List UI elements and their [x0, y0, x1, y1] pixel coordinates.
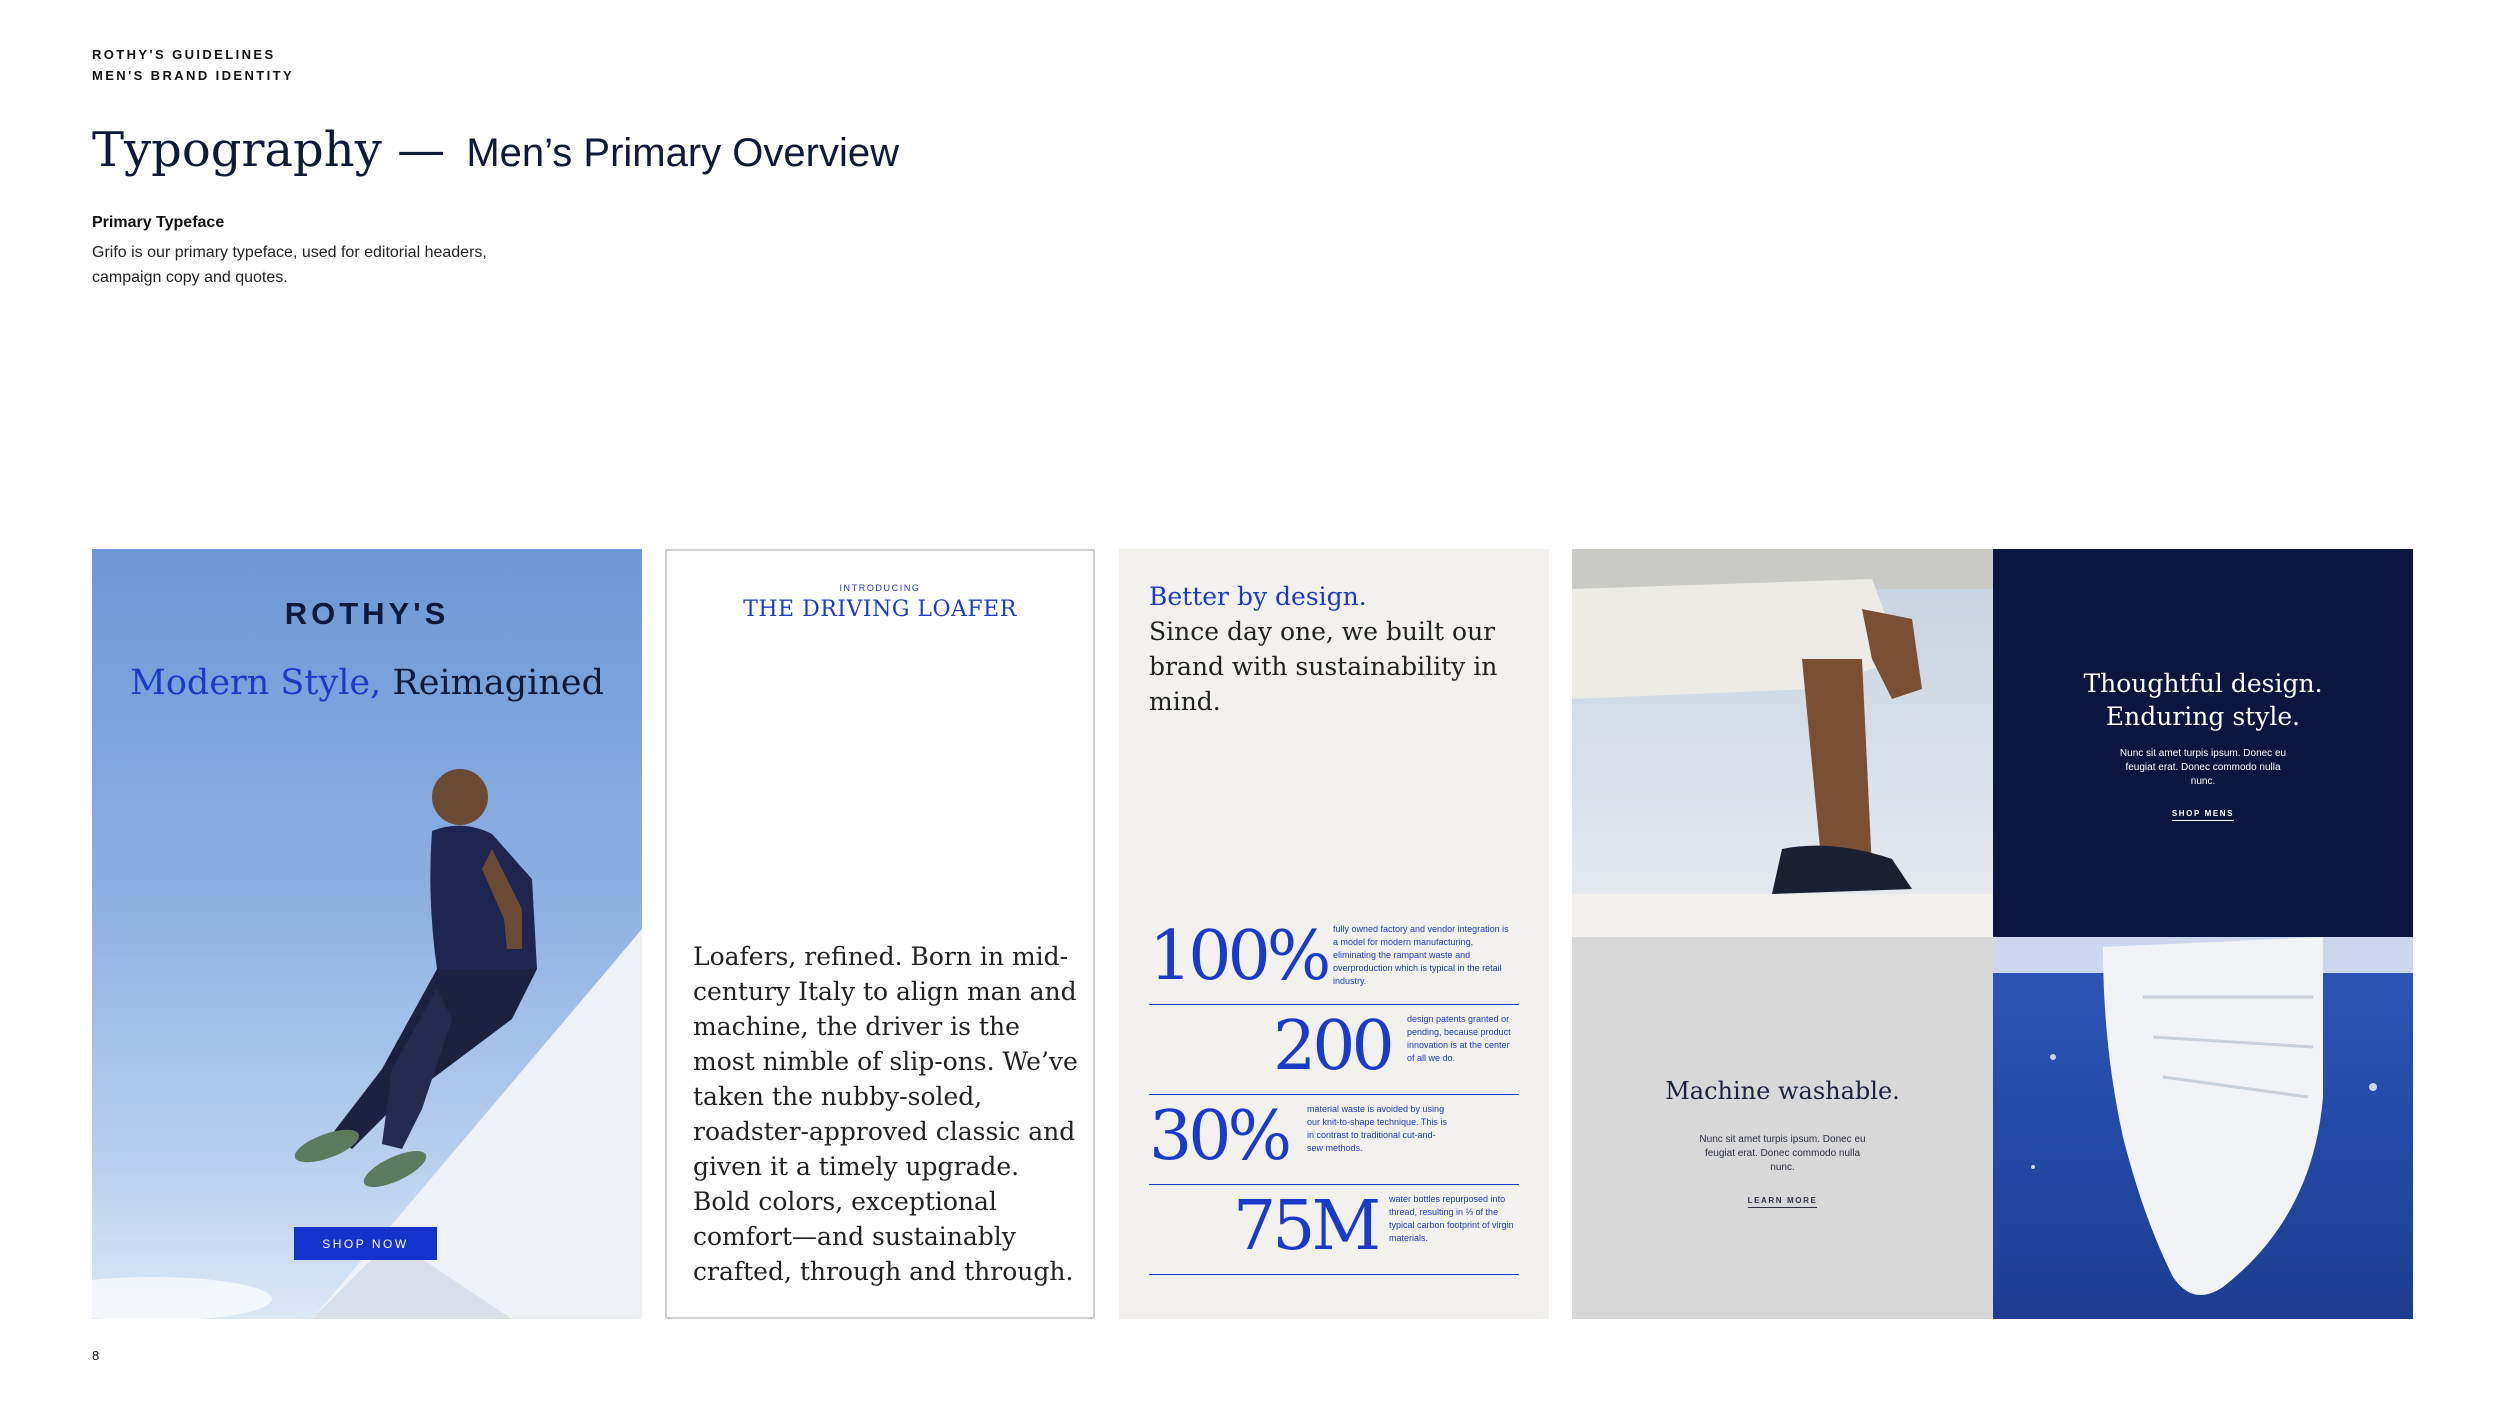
stat-value: 100%	[1149, 917, 1328, 996]
shop-mens-label: SHOP MENS	[2172, 809, 2234, 821]
eyebrow-guidelines: ROTHY'S GUIDELINES	[92, 47, 276, 62]
navy-body: Nunc sit amet turpis ipsum. Donec eu feugiat erat. Donec commodo nulla nunc.	[2119, 748, 2287, 787]
hero-card	[92, 549, 642, 1319]
hand	[1862, 609, 1922, 699]
typeface-description: Grifo is our primary typeface, used for editorial headers, campaign copy and quotes.	[92, 244, 487, 286]
grey-headline: Machine washable.	[1665, 1077, 1900, 1105]
stat-row	[1149, 1005, 1519, 1095]
water-photo	[1993, 937, 2413, 1319]
hero-headline	[92, 663, 642, 703]
ledge	[1572, 894, 1993, 937]
loafer-eyebrow: INTRODUCING	[839, 583, 921, 593]
learn-more-label: LEARN MORE	[1748, 1196, 1818, 1208]
page-title-main: Typography —	[92, 122, 446, 178]
legs-illustration	[1572, 549, 1993, 937]
hero-headline-accent: Modern Style,	[130, 663, 382, 703]
stat-value: 30%	[1149, 1097, 1289, 1176]
stat-text: design patents granted or pending, because product innovation is at the center of all we do.	[1407, 1014, 1511, 1063]
bubble	[2050, 1054, 2056, 1060]
stat-text: water bottles repurposed into thread, resulting in ⅓ of the typical carbon footprint of virgin materials.	[1389, 1194, 1514, 1243]
typeface-heading: Primary Typeface	[92, 214, 225, 231]
stats-card	[1119, 549, 1549, 1319]
loafer-body: Loafers, refined. Born in mid-century Italy to align man and machine, the driver is the most nimble of slip-ons. We’ve taken the nubby-soled, roadster-approved classic and given it a timely upgrade. Bold colors, exceptional comfort—and sustainably crafted, through and through.	[693, 942, 1078, 1286]
stat-value: 75M	[1233, 1187, 1378, 1266]
navy-headline: Thoughtful design. Enduring style.	[2083, 669, 2323, 731]
shop-now-button[interactable]: SHOP NOW	[294, 1227, 437, 1260]
stat-text: material waste is avoided by using our knit-to-shape technique. This is in contrast to traditional cut-and-sew methods.	[1307, 1104, 1447, 1153]
page-number: 8	[92, 1348, 100, 1363]
stat-row	[1149, 1095, 1519, 1185]
bubble	[2031, 1165, 2035, 1169]
cloud	[92, 1277, 272, 1319]
learn-more-link[interactable]	[1572, 1196, 1993, 1205]
stats-intro	[1149, 579, 1529, 719]
page-title-sub: Men’s Primary Overview	[466, 131, 900, 175]
brand-logo: ROTHY'S	[284, 596, 450, 631]
loafer-title: THE DRIVING LOAFER	[743, 597, 1017, 622]
shoe-right	[359, 1144, 431, 1194]
stats-intro-accent: Better by design.	[1149, 582, 1367, 611]
loafer-card	[665, 549, 1095, 1319]
legs-photo	[1572, 549, 1993, 937]
ankle	[1802, 659, 1872, 869]
loafer-shoe	[1772, 846, 1912, 894]
eyebrow-brand-identity: MEN'S BRAND IDENTITY	[92, 68, 295, 83]
bubble	[2369, 1083, 2377, 1091]
hero-headline-rest: Reimagined	[381, 663, 604, 703]
shop-mens-link[interactable]	[1993, 809, 2413, 818]
stat-value: 200	[1273, 1007, 1391, 1086]
stat-row	[1149, 915, 1519, 1005]
figure-head	[432, 769, 488, 825]
stat-row	[1149, 1185, 1519, 1275]
sneaker	[2103, 937, 2323, 1295]
page-title	[92, 122, 899, 178]
stat-text: fully owned factory and vendor integration is a model for modern manufacturing, eliminating the rampant waste and overproduction which is typical in the retail industry.	[1333, 924, 1509, 986]
grey-panel	[1572, 937, 1993, 1319]
sneaker-illustration	[1993, 937, 2413, 1319]
stats-intro-rest: Since day one, we built our brand with sustainability in mind.	[1149, 617, 1498, 716]
navy-panel	[1993, 549, 2413, 937]
grey-body: Nunc sit amet turpis ipsum. Donec eu feugiat erat. Donec commodo nulla nunc.	[1699, 1134, 1866, 1173]
